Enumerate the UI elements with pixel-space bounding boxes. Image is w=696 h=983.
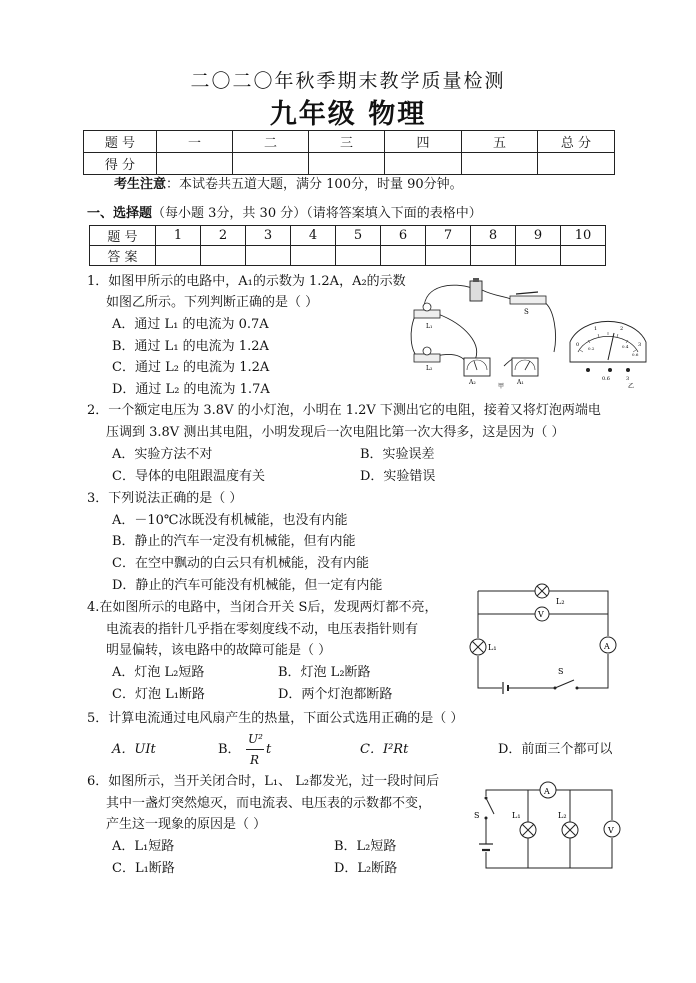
fig-label-yi: 乙	[628, 383, 635, 390]
q5-option-b-denominator: R	[250, 753, 260, 767]
battery-icon	[470, 278, 482, 301]
q1-option-b[interactable]: B．通过 L₁ 的电流为 1.2A	[112, 339, 269, 354]
q6-option-d[interactable]: D．L₂断路	[334, 861, 398, 876]
answer-table-answer-row	[90, 246, 606, 266]
score-cell[interactable]	[309, 153, 385, 175]
score-cell[interactable]	[385, 153, 462, 175]
fig-label-l1: L₁	[488, 643, 497, 652]
score-header-cell: 二	[233, 131, 309, 153]
answer-header-cell: 7	[426, 226, 471, 246]
answer-table-header-row	[90, 226, 606, 246]
answer-header-cell: 6	[381, 226, 426, 246]
q5-option-a[interactable]: A．UIt	[112, 742, 156, 757]
q3-option-b[interactable]: B．静止的汽车一定没有机械能，但有内能	[112, 534, 356, 549]
exam-subtitle: 九年级 物理	[269, 99, 427, 130]
q3-stem: 3．下列说法正确的是（ ）	[87, 491, 243, 506]
q1-stem-line2: 如图乙所示。下列判断正确的是（ ）	[106, 295, 319, 310]
meter-tick-1: 1	[594, 326, 598, 332]
q5-option-b-numerator: U²	[248, 732, 263, 746]
q1-option-d[interactable]: D．通过 L₂ 的电流为 1.7A	[112, 382, 270, 397]
ammeter-a1-icon	[512, 358, 538, 376]
q4-stem-line3: 明显偏转，该电路中的故障可能是（ ）	[106, 643, 332, 658]
answer-cell[interactable]	[336, 246, 381, 266]
score-row-label: 得 分	[84, 153, 157, 175]
notice-text: ：本试卷共五道大题，满分 100分，时量 90分钟。	[166, 177, 463, 192]
q2-option-a[interactable]: A．实验方法不对	[112, 447, 213, 462]
answer-cell[interactable]	[156, 246, 201, 266]
fig-label-l2: L₂	[426, 365, 433, 372]
fig-label-jia: 甲	[498, 383, 505, 390]
q5-option-c[interactable]: C．I²Rt	[360, 742, 409, 757]
battery-icon	[503, 682, 508, 694]
meter-tick-0.4: 0.4	[622, 344, 629, 349]
q6-option-c[interactable]: C．L₁断路	[112, 861, 175, 876]
score-header-cell: 五	[462, 131, 538, 153]
meter-tick-0.2: 0.2	[588, 346, 595, 351]
score-cell[interactable]	[538, 153, 615, 175]
answer-cell[interactable]	[471, 246, 516, 266]
answer-header-cell: 3	[246, 226, 291, 246]
fig-label-s: S	[558, 667, 564, 676]
fig-label-l2: L₂	[558, 811, 567, 820]
lamp-l2-icon	[414, 347, 440, 362]
q6-option-a[interactable]: A．L₁短路	[112, 839, 175, 854]
fig-label-s: S	[524, 308, 529, 316]
q1-circuit-figure	[404, 274, 564, 390]
q4-stem-line2: 电流表的指针几乎指在零刻度线不动，电压表指针则有	[106, 622, 419, 637]
score-table	[83, 130, 615, 175]
q5-option-b-prefix: B．	[218, 742, 241, 757]
q6-option-b[interactable]: B．L₂短路	[334, 839, 397, 854]
q4-option-b[interactable]: B．灯泡 L₂断路	[278, 665, 371, 680]
exam-title: 二〇二〇年秋季期末教学质量检测	[190, 70, 506, 92]
lamp-l1-icon	[414, 303, 440, 318]
answer-cell[interactable]	[426, 246, 471, 266]
q3-option-a[interactable]: A．－10℃冰既没有机械能，也没有内能	[112, 513, 348, 528]
section1-heading	[87, 205, 482, 223]
switch-icon	[510, 292, 546, 304]
answer-header-cell: 10	[561, 226, 606, 246]
q1-option-a[interactable]: A．通过 L₁ 的电流为 0.7A	[112, 317, 269, 332]
answer-cell[interactable]	[561, 246, 606, 266]
q2-option-b[interactable]: B．实验误差	[360, 447, 435, 462]
answer-table	[89, 225, 606, 266]
meter-terminal-0.6: 0.6	[602, 376, 610, 382]
answer-row-label: 答 案	[90, 246, 156, 266]
answer-cell[interactable]	[381, 246, 426, 266]
answer-cell[interactable]	[246, 246, 291, 266]
q2-stem-line1: 2．一个额定电压为 3.8V 的小灯泡，小明在 1.2V 下测出它的电阻，接着又将灯泡两端电	[87, 403, 601, 418]
answer-header-cell: 9	[516, 226, 561, 246]
lamp-l1-icon	[520, 822, 536, 838]
answer-header-cell: 题 号	[90, 226, 156, 246]
q5-option-b[interactable]	[218, 730, 278, 770]
switch-icon	[554, 680, 579, 690]
q5-fraction-bar	[246, 749, 264, 750]
lamp-l2-icon	[535, 584, 549, 598]
q6-stem-line2: 其中一盏灯突然熄灭，而电流表、电压表的示数都不变，	[106, 796, 432, 811]
q2-stem-line2: 压调到 3.8V 测出其电阻，小明发现后一次电阻比第一次大得多，这是因为（ ）	[106, 425, 565, 440]
answer-cell[interactable]	[291, 246, 336, 266]
score-cell[interactable]	[462, 153, 538, 175]
score-header-cell: 四	[385, 131, 462, 153]
q4-option-c[interactable]: C．灯泡 L₁断路	[112, 687, 205, 702]
fig-label-a: A	[604, 642, 610, 651]
fig-label-s: S	[474, 811, 480, 820]
q3-option-d[interactable]: D．静止的汽车可能没有机械能，但一定有内能	[112, 578, 383, 593]
answer-header-cell: 5	[336, 226, 381, 246]
fig-label-a2: A₂	[469, 379, 476, 386]
score-cell[interactable]	[233, 153, 309, 175]
answer-header-cell: 4	[291, 226, 336, 246]
q1-meter-figure	[566, 318, 650, 390]
q4-option-a[interactable]: A．灯泡 L₂短路	[112, 665, 205, 680]
answer-cell[interactable]	[516, 246, 561, 266]
q1-option-c[interactable]: C．通过 L₂ 的电流为 1.2A	[112, 360, 270, 375]
score-header-cell: 总 分	[538, 131, 615, 153]
lamp-l1-icon	[470, 639, 486, 655]
score-header-cell: 一	[157, 131, 233, 153]
q6-stem-line3: 产生这一现象的原因是（ ）	[106, 817, 267, 832]
q5-option-b-t: t	[266, 742, 272, 757]
score-cell[interactable]	[157, 153, 233, 175]
fig-label-l2: L₂	[556, 597, 565, 606]
answer-header-cell: 8	[471, 226, 516, 246]
q1-stem-line1: 1．如图甲所示的电路中，A₁的示数为 1.2A，A₂的示数	[87, 274, 406, 289]
q2-option-d[interactable]: D．实验错误	[360, 469, 436, 484]
battery-icon	[479, 844, 493, 850]
section1-note: （每小题 3分，共 30 分）（请将答案填入下面的表格中）	[152, 206, 482, 221]
meter-terminal-3: 3	[626, 376, 630, 382]
fig-label-v: V	[608, 826, 614, 835]
ammeter-a2-icon	[464, 358, 490, 376]
score-header-cell: 题 号	[84, 131, 157, 153]
answer-header-cell: 2	[201, 226, 246, 246]
q4-stem-line1: 4.在如图所示的电路中，当闭合开关 S后，发现两灯都不亮，	[87, 600, 438, 615]
meter-tick-0: 0	[576, 342, 580, 348]
meter-tick-3: 3	[638, 342, 642, 348]
q4-circuit-figure	[462, 578, 626, 698]
q5-option-d[interactable]: D．前面三个都可以	[498, 742, 613, 757]
q4-option-d[interactable]: D．两个灯泡都断路	[278, 687, 393, 702]
meter-tick-2: 2	[620, 326, 624, 332]
score-table-header-row	[84, 131, 615, 153]
meter-tick-0.6: 0.6	[632, 352, 639, 357]
fig-label-l1: L₁	[426, 323, 433, 330]
notice-label: 考生注意	[114, 177, 167, 192]
q6-stem-line1: 6．如图所示，当开关闭合时，L₁、 L₂都发光，过一段时间后	[87, 774, 440, 789]
notice	[114, 176, 463, 194]
fig-label-a1: A₁	[517, 379, 524, 386]
score-table-score-row	[84, 153, 615, 175]
q2-option-c[interactable]: C．导体的电阻跟温度有关	[112, 469, 265, 484]
section1-title: 一、选择题	[87, 206, 153, 221]
score-header-cell: 三	[309, 131, 385, 153]
fig-label-v: V	[538, 610, 544, 619]
answer-cell[interactable]	[201, 246, 246, 266]
switch-icon	[485, 797, 495, 837]
q5-stem: 5．计算电流通过电风扇产生的热量，下面公式选用正确的是（ ）	[87, 711, 464, 726]
fig-label-a: A	[544, 787, 550, 796]
q3-option-c[interactable]: C．在空中飘动的白云只有机械能，没有内能	[112, 556, 369, 571]
fig-label-l1: L₁	[512, 811, 521, 820]
answer-header-cell: 1	[156, 226, 201, 246]
lamp-l2-icon	[562, 822, 578, 838]
q6-circuit-figure	[470, 778, 630, 876]
